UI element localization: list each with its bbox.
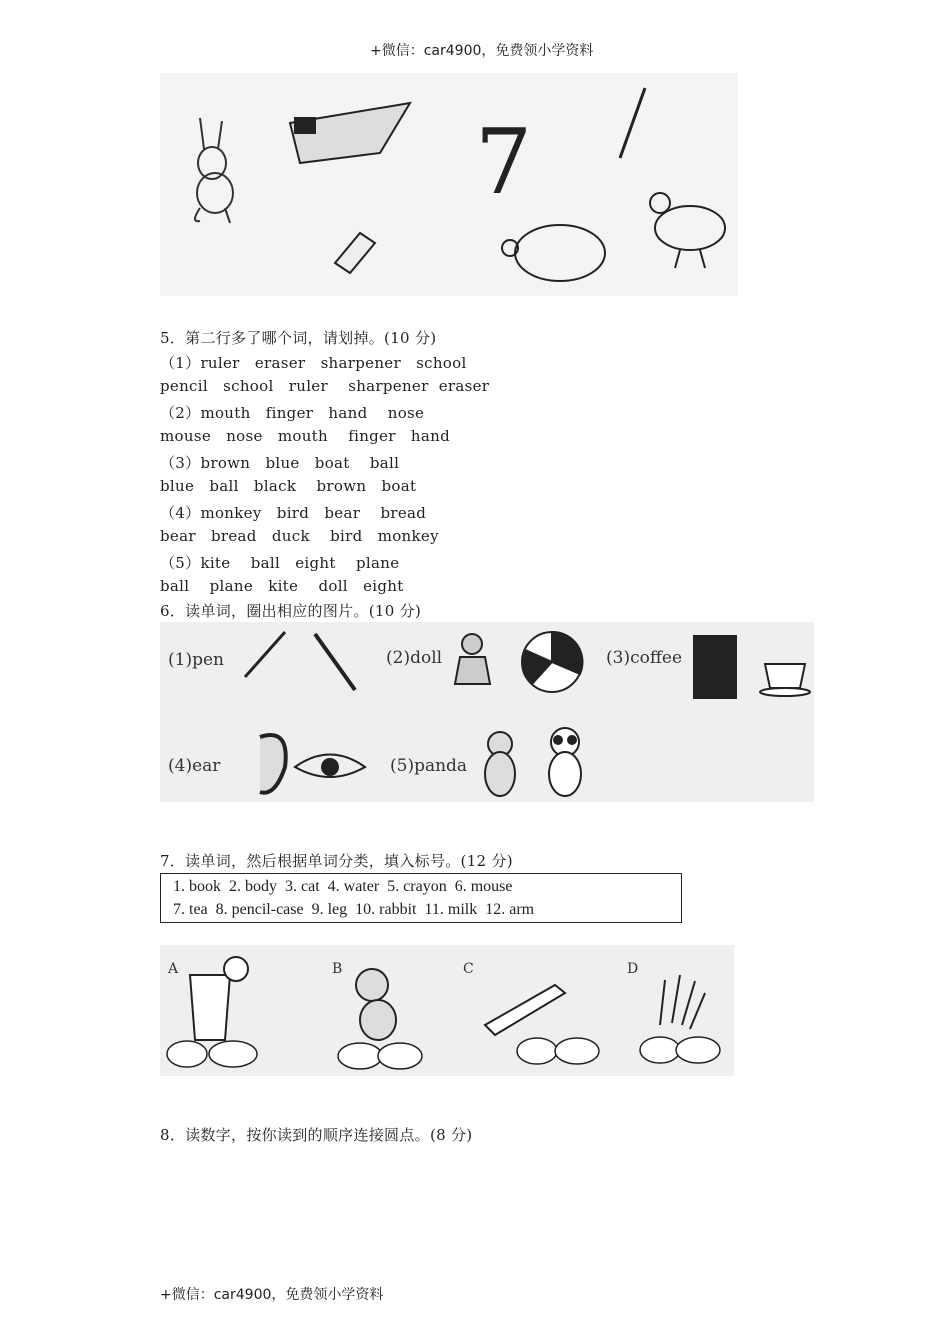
page-footer: +微信：car4900，免费领小学资料 [160, 1287, 384, 1303]
q4-illustration [160, 73, 738, 296]
q7-word-row: 1. book 2. body 3. cat 4. water 5. crayon 6. mouse [173, 878, 513, 895]
q7-letter-c: C [463, 961, 474, 977]
q5-line: pencil school ruler sharpener eraser [160, 377, 490, 395]
q5-line: bear bread duck bird monkey [160, 527, 439, 545]
q7-picture [160, 945, 734, 1076]
q6-title: 6．读单词，圈出相应的图片。(10 分) [160, 602, 422, 620]
q5-line: mouse nose mouth finger hand [160, 427, 450, 445]
q7-illustration [160, 945, 734, 1076]
answer-clouds [167, 1037, 720, 1069]
boat-icon [290, 103, 410, 163]
crayon-icon [335, 233, 375, 273]
pencil-icon [315, 634, 355, 690]
ball-icon [522, 632, 583, 692]
q5-line: （2）mouth finger hand nose [160, 404, 425, 422]
drink-glass-icon [190, 957, 248, 1040]
pencil-icon [620, 88, 645, 158]
q6-illustration [160, 622, 814, 802]
q5-line: blue ball black brown boat [160, 477, 417, 495]
pig-icon [502, 225, 605, 281]
rabbit-icon [195, 118, 233, 223]
q6-picture [160, 622, 814, 802]
q5-title: 5．第二行多了哪个词，请划掉。(10 分) [160, 329, 437, 347]
coffee-can-icon [694, 636, 736, 698]
q5-line: （1）ruler eraser sharpener school [160, 354, 467, 372]
teddy-bear-icon [485, 732, 515, 796]
q5-line: （3）brown blue boat ball [160, 454, 400, 472]
q5-line: （5）kite ball eight plane [160, 554, 400, 572]
page-header: +微信：car4900，免费领小学资料 [370, 43, 594, 59]
q5-line: （4）monkey bird bear bread [160, 504, 427, 522]
bird-icon [650, 193, 725, 268]
pencil-case-icon [485, 985, 565, 1035]
q6-label-doll: (2)doll [386, 648, 443, 668]
panda-icon [549, 728, 581, 796]
eye-icon [295, 755, 365, 778]
dog-icon [356, 969, 396, 1040]
coffee-cup-icon [760, 664, 810, 696]
q7-title: 7．读单词，然后根据单词分类，填入标号。(12 分) [160, 852, 513, 870]
q5-line: ball plane kite doll eight [160, 577, 404, 595]
q7-letter-d: D [627, 961, 639, 977]
pen-icon [245, 632, 285, 677]
number-seven-icon: 7 [475, 110, 533, 215]
q6-label-panda: (5)panda [390, 756, 468, 776]
q6-label-pen: (1)pen [168, 650, 224, 670]
ear-icon [260, 735, 286, 793]
q6-label-coffee: (3)coffee [606, 648, 683, 668]
q8-title: 8．读数字，按你读到的顺序连接圆点。(8 分) [160, 1126, 473, 1144]
q7-word-box [160, 873, 682, 923]
doll-icon [455, 634, 490, 684]
q6-label-ear: (4)ear [168, 756, 221, 776]
q7-letter-b: B [332, 961, 343, 977]
hand-icon [660, 975, 705, 1029]
q7-word-row: 7. tea 8. pencil-case 9. leg 10. rabbit 11. milk 12. arm [173, 901, 535, 918]
q7-letter-a: A [168, 961, 179, 977]
q4-picture [160, 73, 738, 296]
